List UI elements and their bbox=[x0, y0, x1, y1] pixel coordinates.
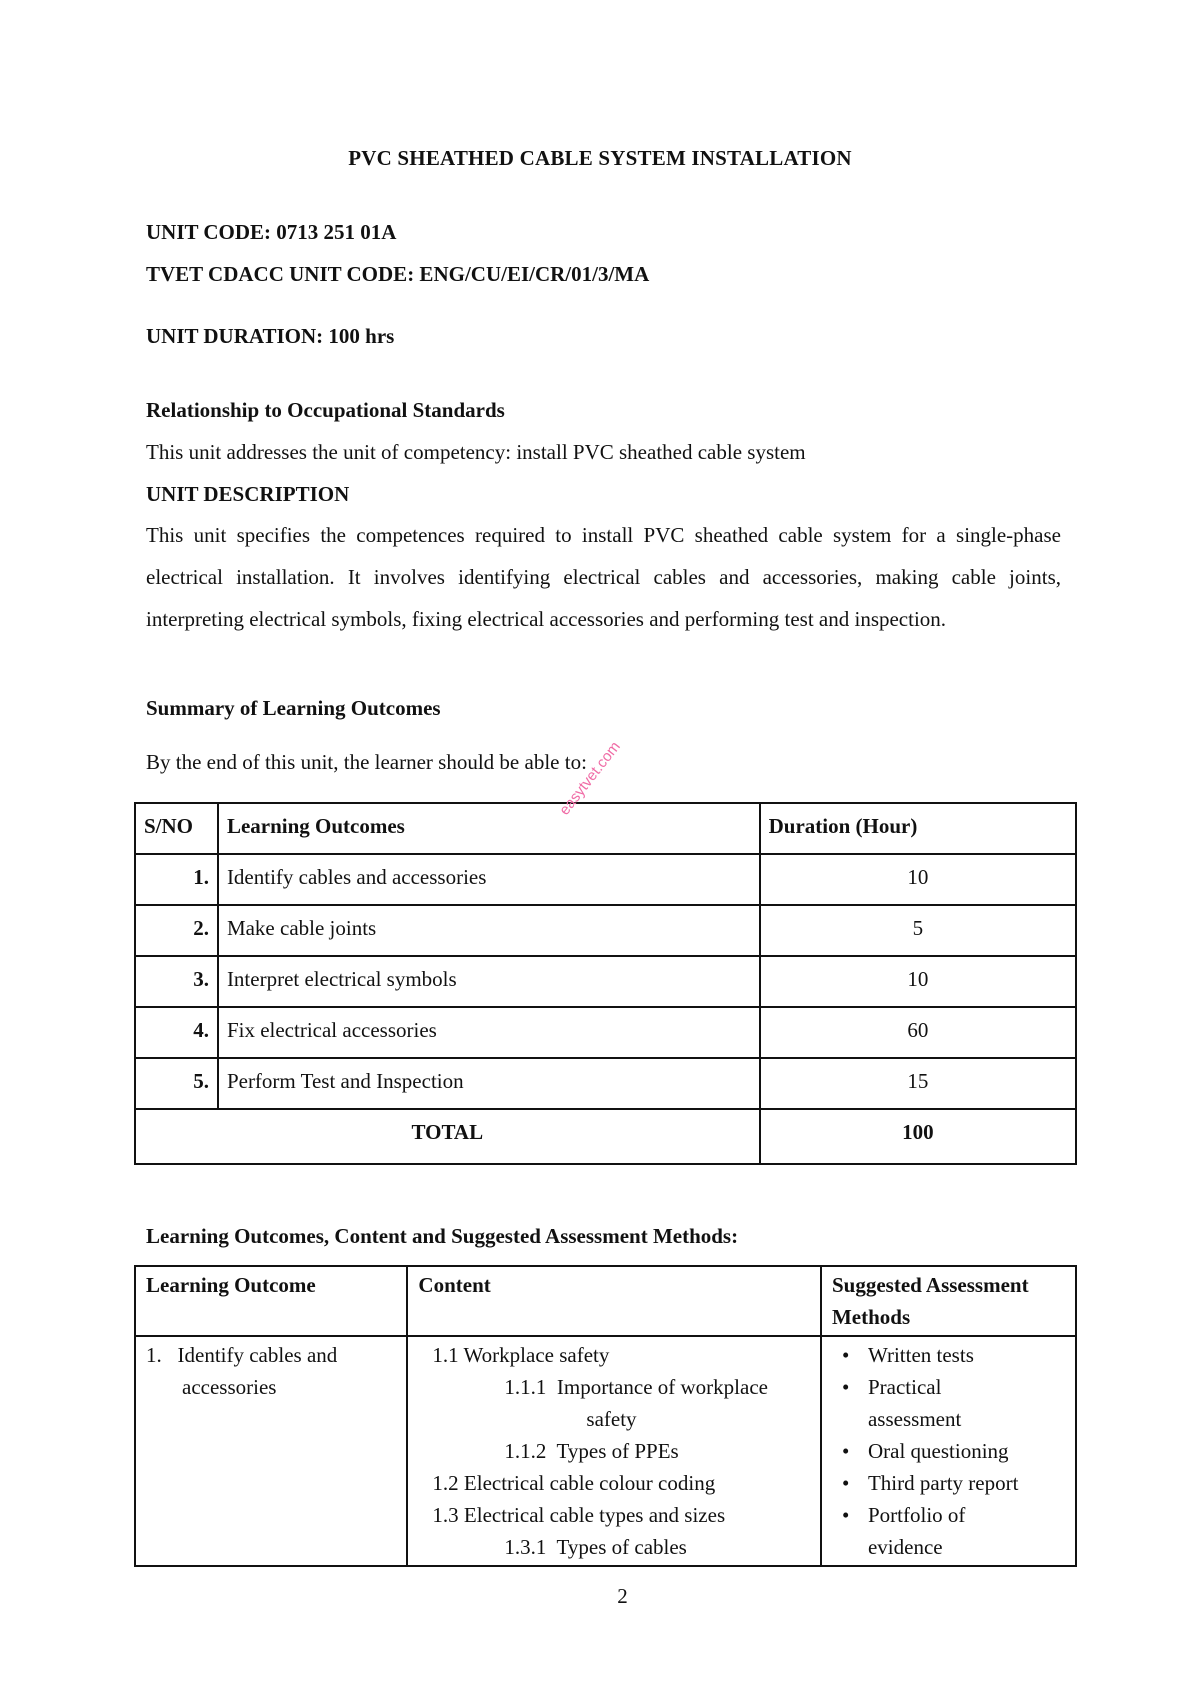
row-sno: 2. bbox=[135, 905, 218, 956]
relationship-text: This unit addresses the unit of competency: install PVC sheathed cable system bbox=[146, 440, 806, 464]
table-header-row bbox=[135, 803, 1076, 854]
table-row bbox=[135, 1336, 1076, 1566]
content-heading: Learning Outcomes, Content and Suggested Assessment Methods: bbox=[146, 1224, 739, 1248]
header-outcomes: Learning Outcomes bbox=[218, 803, 760, 854]
row-duration: 10 bbox=[760, 956, 1076, 1007]
row-outcome: Identify cables and accessories bbox=[218, 854, 760, 905]
page-number: 2 bbox=[617, 1584, 628, 1608]
summary-heading: Summary of Learning Outcomes bbox=[146, 696, 441, 720]
list-item bbox=[832, 1531, 1065, 1563]
header-learning-outcome: Learning Outcome bbox=[135, 1266, 407, 1336]
bullet-icon: • bbox=[841, 1439, 850, 1463]
header-content: Content bbox=[407, 1266, 821, 1336]
row-outcome: Interpret electrical symbols bbox=[218, 956, 760, 1007]
list-item bbox=[832, 1403, 1065, 1435]
bullet-icon: • bbox=[841, 1343, 850, 1367]
total-label: TOTAL bbox=[135, 1109, 760, 1164]
content-item: 1.1.1 Importance of workplace bbox=[504, 1375, 768, 1399]
content-item: 1.2 Electrical cable colour coding bbox=[432, 1471, 716, 1495]
header-assessment-line1: Suggested Assessment bbox=[831, 1273, 1029, 1297]
list-item bbox=[832, 1435, 1065, 1467]
table-row bbox=[135, 854, 1076, 905]
description-heading: UNIT DESCRIPTION bbox=[146, 482, 350, 506]
watermark-text: easytvet.com bbox=[556, 738, 624, 819]
assessment-text: Portfolio of bbox=[867, 1503, 966, 1527]
row-outcome: Perform Test and Inspection bbox=[218, 1058, 760, 1109]
content-assessment-table bbox=[134, 1265, 1077, 1567]
list-item bbox=[832, 1467, 1065, 1499]
bullet-icon: • bbox=[841, 1503, 850, 1527]
table-header-row bbox=[135, 1266, 1076, 1336]
list-item bbox=[832, 1499, 1065, 1531]
row-duration: 5 bbox=[760, 905, 1076, 956]
table-row bbox=[135, 1007, 1076, 1058]
row-outcome: Make cable joints bbox=[218, 905, 760, 956]
row-duration: 15 bbox=[760, 1058, 1076, 1109]
assessment-text: evidence bbox=[867, 1535, 943, 1559]
content-item: 1.3 Electrical cable types and sizes bbox=[432, 1503, 726, 1527]
row-learning-outcome bbox=[135, 1336, 407, 1566]
description-text: This unit specifies the competences required to install PVC sheathed cable system for a single-phase electrical installation. It involves identifying electrical cables and accessories, making cable joints, interpreting electrical symbols, fixing electrical accessories and performing test and inspection. bbox=[146, 523, 1061, 631]
row-outcome: Fix electrical accessories bbox=[218, 1007, 760, 1058]
content-item: safety bbox=[586, 1407, 637, 1431]
content-item: 1.1.2 Types of PPEs bbox=[504, 1439, 679, 1463]
assessment-text: Oral questioning bbox=[867, 1439, 1009, 1463]
row-content bbox=[407, 1336, 821, 1566]
total-value: 100 bbox=[760, 1109, 1076, 1164]
header-sno: S/NO bbox=[135, 803, 218, 854]
assessment-text: Third party report bbox=[867, 1471, 1019, 1495]
row-assessment bbox=[821, 1336, 1076, 1566]
table-total-row bbox=[135, 1109, 1076, 1164]
row-duration: 10 bbox=[760, 854, 1076, 905]
outcome-line: accessories bbox=[182, 1375, 277, 1399]
summary-intro: By the end of this unit, the learner should be able to: bbox=[146, 750, 587, 774]
row-sno: 5. bbox=[135, 1058, 218, 1109]
relationship-heading: Relationship to Occupational Standards bbox=[146, 398, 505, 422]
header-assessment bbox=[821, 1266, 1076, 1336]
document-title: PVC SHEATHED CABLE SYSTEM INSTALLATION bbox=[348, 146, 852, 170]
header-duration: Duration (Hour) bbox=[760, 803, 1076, 854]
bullet-icon: • bbox=[841, 1471, 850, 1495]
tvet-unit-code: TVET CDACC UNIT CODE: ENG/CU/EI/CR/01/3/MA bbox=[146, 262, 650, 286]
assessment-text: Practical bbox=[867, 1375, 942, 1399]
unit-code: UNIT CODE: 0713 251 01A bbox=[146, 220, 397, 244]
learning-outcomes-table bbox=[134, 802, 1077, 1165]
row-duration: 60 bbox=[760, 1007, 1076, 1058]
content-item: 1.3.1 Types of cables bbox=[504, 1535, 687, 1559]
unit-duration: UNIT DURATION: 100 hrs bbox=[146, 324, 395, 348]
row-sno: 1. bbox=[135, 854, 218, 905]
content-item: 1.1 Workplace safety bbox=[432, 1343, 610, 1367]
assessment-text: assessment bbox=[867, 1407, 962, 1431]
table-row bbox=[135, 1058, 1076, 1109]
list-item bbox=[832, 1371, 1065, 1403]
table-row bbox=[135, 905, 1076, 956]
list-item bbox=[832, 1339, 1065, 1371]
row-sno: 3. bbox=[135, 956, 218, 1007]
bullet-icon: • bbox=[841, 1375, 850, 1399]
row-sno: 4. bbox=[135, 1007, 218, 1058]
table-row bbox=[135, 956, 1076, 1007]
assessment-text: Written tests bbox=[867, 1343, 974, 1367]
header-assessment-line2: Methods bbox=[831, 1305, 911, 1329]
outcome-line: 1. Identify cables and bbox=[146, 1343, 338, 1367]
